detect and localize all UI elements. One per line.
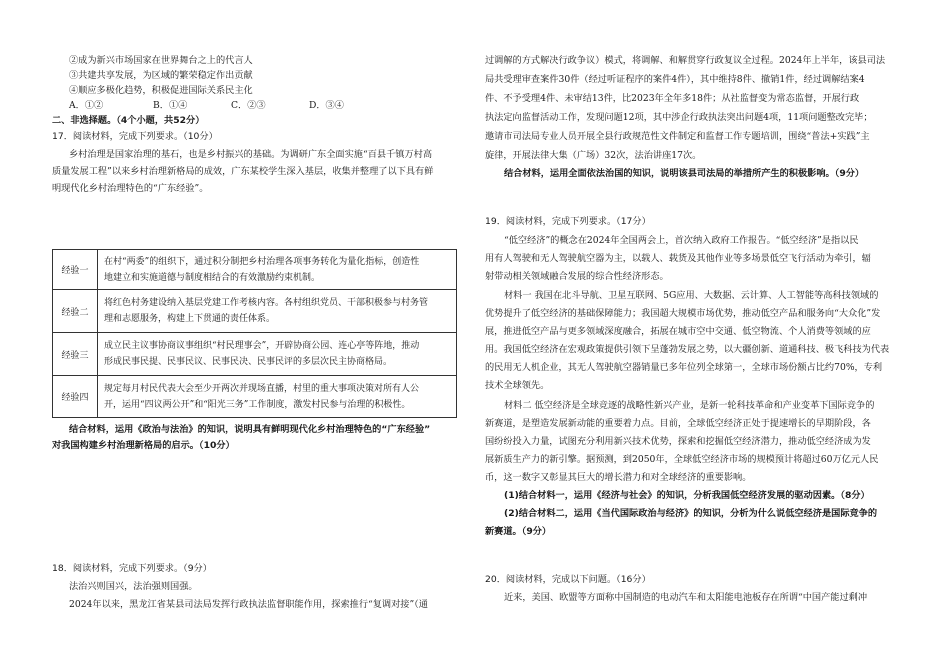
q20-body: 近来，美国、欧盟等方面称中国制造的电动汽车和太阳能电池板存在所谓“中国产能过剩冲 bbox=[504, 592, 868, 603]
q17-task: 结合材料，运用《政治与法治》的知识，说明具有鲜明现代化乡村治理特色的“广东经验” bbox=[69, 424, 431, 435]
q18-body: 2024年以来，黑龙江省某县司法局发挥行政执法监督职能作用，探索推行“复调对接”（通 bbox=[69, 599, 428, 610]
row-text-line: 在村“两委”的组织下，通过积分制把乡村治理各项事务转化为量化指标，创造性 bbox=[104, 256, 420, 267]
row-text-line: 理和志愿服务，构建上下贯通的责任体系。 bbox=[104, 314, 276, 324]
material1-line: 用。我国低空经济在宏观政策提供引领下呈蓬勃发展之势，以大疆创新、道通科技、极飞科技为代表 bbox=[485, 344, 890, 355]
material1-line: 优势提升了低空经济的基础保障能力；我国超大规模市场优势，推动低空产品和服务向“大众化”发 bbox=[485, 308, 881, 319]
q17-heading: 17．阅读材料，完成下列要求。（10分） bbox=[52, 131, 218, 142]
row-text-line: 将红色村务建设纳入基层党建工作考核内容。各村组织党员、干部积极参与村务管 bbox=[104, 298, 429, 308]
table-row bbox=[53, 376, 457, 418]
material2-line: 新赛道，是塑造发展新动能的重要着力点。目前，全球低空经济正处于提速增长的早期阶段，各 bbox=[485, 418, 871, 429]
row-content bbox=[98, 376, 457, 418]
answer-option-c: C．②③ bbox=[231, 100, 266, 111]
row-content bbox=[98, 290, 457, 333]
material1-line: 展，推进低空产品与更多领域深度融合，拓展在城市空中交通、低空物流、个人消费等领域的应 bbox=[485, 326, 871, 337]
material1-line: 的民用无人机企业，其无人驾驶航空器销量已多年位列全球第一，全球市场份额占比约70%，专利 bbox=[485, 362, 883, 373]
q19-intro-line: 射带动相关领域融合发展的综合性经济形态。 bbox=[485, 271, 669, 282]
q18-body-line: 旋律，开展法律大集（广场）32次，法治讲座17次。 bbox=[485, 150, 702, 161]
q19-heading: 19．阅读材料，完成下列要求。（17分） bbox=[485, 216, 651, 227]
q17-intro-line: 质量发展工程”以来乡村治理新格局的成效，广东某校学生深入基层，收集并整理了以下具有鲜 bbox=[52, 166, 434, 177]
answer-option-d: D．③④ bbox=[309, 100, 344, 111]
q18-quote: 法治兴则国兴，法治强则国强。 bbox=[69, 581, 198, 592]
option-line: ③共建共享发展，为区域的繁荣稳定作出贡献 bbox=[69, 70, 253, 81]
q18-body-line: 邀请市司法局专业人员开展全县行政规范性文件制定和监督工作专题培训，围绕“普法+实践”主 bbox=[485, 131, 870, 142]
q19-task-1: (1)结合材料一，运用《经济与社会》的知识，分析我国低空经济发展的驱动因素。（8分） bbox=[504, 490, 870, 501]
q19-task-2: 新赛道。（9分） bbox=[485, 526, 552, 537]
row-text-line: 规定每月村民代表大会至少开两次并现场直播，村里的重大事项决策对所有人公 bbox=[104, 383, 420, 394]
option-line: ②成为新兴市场国家在世界舞台之上的代言人 bbox=[69, 55, 253, 66]
row-text-line: 开，运用“四议两公开”和“阳光三务”工作制度，激发村民参与治理的积极性。 bbox=[104, 399, 411, 410]
q20-heading: 20．阅读材料，完成以下问题。（16分） bbox=[485, 574, 651, 585]
q19-intro-line: “低空经济”的概念在2024年全国两会上，首次纳入政府工作报告。“低空经济”是指以民 bbox=[504, 235, 859, 246]
row-label: 经验三 bbox=[53, 333, 98, 376]
row-content bbox=[98, 250, 457, 290]
answer-options bbox=[69, 100, 344, 112]
material1-line: 技术全球领先。 bbox=[485, 380, 550, 391]
answer-option-b: B．①④ bbox=[153, 100, 188, 111]
q17-task: 对我国构建乡村治理新格局的启示。（10分） bbox=[52, 440, 235, 451]
q19-task-2: (2)结合材料二，运用《当代国际政治与经济》的知识，分析为什么说低空经济是国际竞争的 bbox=[504, 508, 878, 519]
q18-body-line: 执法定向监督活动工作，发现问题12项，其中涉企行政执法突出问题4项，11项问题整改完毕； bbox=[485, 112, 873, 123]
section-title: 二、非选择题。（4个小题，共52分） bbox=[52, 115, 205, 126]
row-content bbox=[98, 333, 457, 376]
experience-table bbox=[52, 249, 457, 418]
q18-heading: 18．阅读材料，完成下列要求。（9分） bbox=[52, 563, 212, 574]
q17-intro-line: 乡村治理是国家治理的基石，也是乡村振兴的基础。为调研广东全面实施“百县千镇万村高 bbox=[69, 149, 433, 160]
row-text-line: 地建立和实施道德与制度相结合的有效激励约束机制。 bbox=[104, 272, 321, 283]
q19-intro-line: 用有人驾驶和无人驾驶航空器为主，以载人、载货及其他作业等多场景低空飞行活动为牵引，辐 bbox=[485, 253, 871, 264]
row-text-line: 成立民主议事协商议事组织“村民理事会”，开辟协商公园、连心亭等阵地，推动 bbox=[104, 341, 420, 351]
table-row bbox=[53, 250, 457, 290]
row-text-line: 形成民事民提、民事民议、民事民决、民事民评的多层次民主协商格局。 bbox=[104, 357, 393, 367]
q18-body-line: 件、不予受理4件、未审结13件，比2023年全年多18件；从社监督变为常态监督，开展行政 bbox=[485, 93, 860, 104]
material2-line: 展新质生产力的新引擎。据预测，到2050年，全球低空经济市场的规模预计将超过60万亿元人民 bbox=[485, 454, 879, 465]
row-label: 经验四 bbox=[53, 376, 98, 418]
q17-intro-line: 明现代化乡村治理特色的“广东经验”。 bbox=[52, 183, 209, 194]
table-row bbox=[53, 333, 457, 376]
q18-body-line: 过调解的方式解决行政争议）模式，将调解、和解贯穿行政复议全过程。2024年上半年，该县司法 bbox=[485, 55, 886, 66]
q18-task: 结合材料，运用全面依法治国的知识，说明该县司法局的举措所产生的积极影响。（9分） bbox=[504, 168, 865, 179]
option-line: ④顺应多极化趋势，积极促进国际关系民主化 bbox=[69, 85, 253, 96]
material2-line: 币，这一数字又彰显其巨大的增长潜力和对全球经济的重要影响。 bbox=[485, 472, 752, 483]
answer-option-a: A．①② bbox=[69, 100, 104, 111]
material2-line: 国纷纷投入力量，试图充分利用新兴技术优势，探索和挖掘低空经济潜力，推动低空经济成为发 bbox=[485, 436, 871, 447]
row-label: 经验二 bbox=[53, 290, 98, 333]
material2-line: 材料二 低空经济是全球竞逐的战略性新兴产业，是新一轮科技革命和产业变革下国际竞争的 bbox=[504, 400, 875, 411]
q18-body-line: 局共受理审查案件30件（经过听证程序的案件4件），其中维持8件、撤销1件，经过调解结案4 bbox=[485, 74, 865, 85]
row-label: 经验一 bbox=[53, 250, 98, 290]
material1-line: 材料一 我国在北斗导航、卫星互联网、5G应用、大数据、云计算、人工智能等高科技领域的 bbox=[504, 290, 879, 301]
table-row bbox=[53, 290, 457, 333]
